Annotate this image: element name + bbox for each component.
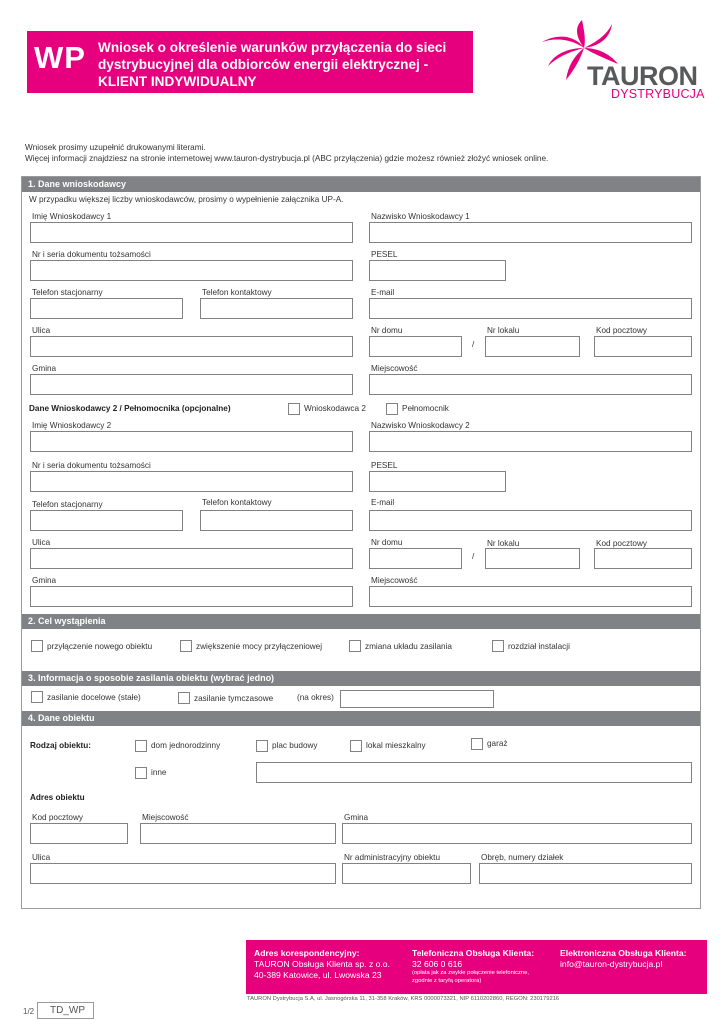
address-slash-2: / — [472, 552, 475, 561]
supply-period-label: (na okres) — [297, 693, 334, 702]
label-phone-fixed-2: Telefon stacjonarny — [32, 500, 103, 509]
section-2-header: 2. Cel wystąpienia — [22, 614, 700, 629]
label-phone-fixed-1: Telefon stacjonarny — [32, 288, 103, 297]
type-house-label: dom jednorodzinny — [151, 741, 221, 750]
object-address-title: Adres obiektu — [30, 793, 85, 802]
purpose-layout-label: zmiana układu zasilania — [365, 642, 452, 651]
label-object-street: Ulica — [32, 853, 51, 862]
type-site-label: plac budowy — [272, 741, 318, 750]
label-flat-no-1: Nr lokalu — [487, 326, 520, 335]
last-name-1-input[interactable] — [369, 222, 692, 243]
label-object-postal: Kod pocztowy — [32, 813, 83, 822]
label-object-municipality: Gmina — [344, 813, 369, 822]
page-number: 1/2 — [23, 1007, 35, 1016]
type-garage-checkbox[interactable] — [471, 738, 483, 750]
purpose-new-checkbox[interactable] — [31, 640, 43, 652]
type-garage-label: garaż — [487, 739, 508, 748]
type-other-checkbox[interactable] — [135, 767, 147, 779]
flat-no-2-input[interactable] — [485, 548, 580, 569]
applicant-2-checkbox[interactable] — [288, 403, 300, 415]
object-street-input[interactable] — [30, 863, 336, 884]
label-last-name-2: Nazwisko Wnioskodawcy 2 — [371, 421, 470, 430]
phone-fixed-1-input[interactable] — [30, 298, 183, 319]
purpose-new-label: przyłączenie nowego obiektu — [47, 642, 153, 651]
document-id: TD_WP — [37, 1002, 94, 1019]
footer-email: info@tauron-dystrybucja.pl — [560, 959, 663, 969]
municipality-1-input[interactable] — [30, 374, 353, 395]
section-1-note: W przypadku większej liczby wnioskodawców, prosimy o wypełnienie załącznika UP-A. — [29, 195, 344, 204]
applicant-2-option-label: Wnioskodawca 2 — [304, 404, 366, 413]
label-postal-1: Kod pocztowy — [596, 326, 647, 335]
label-municipality-2: Gmina — [32, 576, 57, 585]
type-other-input[interactable] — [256, 762, 692, 783]
city-1-input[interactable] — [369, 374, 692, 395]
object-admin-no-input[interactable] — [342, 863, 471, 884]
label-phone-contact-1: Telefon kontaktowy — [202, 288, 272, 297]
supply-permanent-label: zasilanie docelowe (stałe) — [47, 693, 141, 702]
flat-no-1-input[interactable] — [485, 336, 580, 357]
street-2-input[interactable] — [30, 548, 353, 569]
label-object-admin-no: Nr administracyjny obiektu — [344, 853, 441, 862]
object-postal-input[interactable] — [30, 823, 128, 844]
label-email-1: E-mail — [371, 288, 395, 297]
label-house-no-1: Nr domu — [371, 326, 403, 335]
first-name-1-input[interactable] — [30, 222, 353, 243]
section-1-header: 1. Dane wnioskodawcy — [22, 177, 700, 192]
label-flat-no-2: Nr lokalu — [487, 539, 520, 548]
email-1-input[interactable] — [369, 298, 692, 319]
label-id-doc-2: Nr i seria dokumentu tożsamości — [32, 461, 151, 470]
purpose-power-checkbox[interactable] — [180, 640, 192, 652]
label-first-name-2: Imię Wnioskodawcy 2 — [32, 421, 112, 430]
footer-address-line-1: TAURON Obsługa Klienta sp. z o.o. — [254, 959, 390, 969]
supply-permanent-checkbox[interactable] — [31, 691, 43, 703]
pesel-1-input[interactable] — [369, 260, 506, 281]
street-1-input[interactable] — [30, 336, 353, 357]
type-flat-checkbox[interactable] — [350, 740, 362, 752]
applicant-2-title: Dane Wnioskodawcy 2 / Pełnomocnika (opcjonalne) — [29, 404, 231, 413]
label-city-1: Miejscowość — [371, 364, 418, 373]
type-other-label: inne — [151, 768, 167, 777]
footer-phone-note-2: zgodnie z taryfą operatora) — [412, 978, 482, 984]
purpose-split-checkbox[interactable] — [492, 640, 504, 652]
email-2-input[interactable] — [369, 510, 692, 531]
purpose-layout-checkbox[interactable] — [349, 640, 361, 652]
footer-email-title: Elektroniczna Obsługa Klienta: — [560, 948, 687, 958]
page-title — [98, 39, 470, 90]
supply-temporary-label: zasilanie tymczasowe — [194, 694, 274, 703]
pesel-2-input[interactable] — [369, 471, 506, 492]
supply-temporary-checkbox[interactable] — [178, 692, 190, 704]
municipality-2-input[interactable] — [30, 586, 353, 607]
postal-2-input[interactable] — [594, 548, 692, 569]
last-name-2-input[interactable] — [369, 431, 692, 452]
supply-period-input[interactable] — [340, 690, 494, 708]
intro-line-2: Więcej informacji znajdziesz na stronie internetowej www.tauron-dystrybucja.pl (ABC przyłączenia) gdzie możesz również złożyć wniosek online. — [25, 154, 549, 163]
footer-phone-number: 32 606 0 616 — [412, 959, 463, 969]
title-line-1: Wniosek o określenie warunków przyłączenia do sieci — [98, 40, 447, 55]
purpose-power-label: zwiększenie mocy przyłączeniowej — [196, 642, 323, 651]
house-no-1-input[interactable] — [369, 336, 462, 357]
type-site-checkbox[interactable] — [256, 740, 268, 752]
proxy-option-label: Pełnomocnik — [402, 404, 449, 413]
phone-fixed-2-input[interactable] — [30, 510, 183, 531]
section-3-header: 3. Informacja o sposobie zasilania obiektu (wybrać jedno) — [22, 671, 700, 686]
purpose-split-label: rozdział instalacji — [508, 642, 570, 651]
logo-name: TAURON — [587, 61, 698, 91]
intro-line-1: Wniosek prosimy uzupełnić drukowanymi literami. — [25, 143, 206, 152]
label-id-doc-1: Nr i seria dokumentu tożsamości — [32, 250, 151, 259]
label-object-precinct: Obręb, numery działek — [481, 853, 564, 862]
object-precinct-input[interactable] — [479, 863, 692, 884]
label-phone-contact-2: Telefon kontaktowy — [202, 498, 272, 507]
first-name-2-input[interactable] — [30, 431, 353, 452]
footer-phone-note-1: (opłata jak za zwykłe połączenie telefoniczne, — [412, 970, 529, 976]
object-city-input[interactable] — [140, 823, 336, 844]
footer-address-line-2: 40-389 Katowice, ul. Lwowska 23 — [254, 970, 382, 980]
label-street-1: Ulica — [32, 326, 51, 335]
title-line-2: dystrybucyjnej dla odbiorców energii elektrycznej - — [98, 57, 429, 72]
city-2-input[interactable] — [369, 586, 692, 607]
logo-subtitle: DYSTRYBUCJA — [611, 87, 705, 101]
id-doc-2-input[interactable] — [30, 471, 353, 492]
label-municipality-1: Gmina — [32, 364, 57, 373]
type-flat-label: lokal mieszkalny — [366, 741, 426, 750]
label-postal-2: Kod pocztowy — [596, 539, 647, 548]
house-no-2-input[interactable] — [369, 548, 462, 569]
form-code-badge: WP — [34, 40, 86, 75]
postal-1-input[interactable] — [594, 336, 692, 357]
proxy-checkbox[interactable] — [386, 403, 398, 415]
section-4-header: 4. Dane obiektu — [22, 711, 700, 726]
type-house-checkbox[interactable] — [135, 740, 147, 752]
object-municipality-input[interactable] — [342, 823, 692, 844]
id-doc-1-input[interactable] — [30, 260, 353, 281]
footer-phone-title: Telefoniczna Obsługa Klienta: — [412, 948, 535, 958]
legal-info: TAURON Dystrybucja S.A, ul. Jasnogórska 11, 31-358 Kraków, KRS 0000073321, NIP 6110202860, REGON: 230179216 — [247, 996, 560, 1002]
object-type-label: Rodzaj obiektu: — [30, 741, 91, 750]
address-slash-1: / — [472, 340, 475, 349]
label-email-2: E-mail — [371, 498, 395, 507]
label-pesel-1: PESEL — [371, 250, 398, 259]
label-first-name-1: Imię Wnioskodawcy 1 — [32, 212, 112, 221]
label-pesel-2: PESEL — [371, 461, 398, 470]
label-house-no-2: Nr domu — [371, 538, 403, 547]
phone-contact-2-input[interactable] — [200, 510, 353, 531]
label-object-city: Miejscowość — [142, 813, 189, 822]
label-city-2: Miejscowość — [371, 576, 418, 585]
label-street-2: Ulica — [32, 538, 51, 547]
label-last-name-1: Nazwisko Wnioskodawcy 1 — [371, 212, 470, 221]
phone-contact-1-input[interactable] — [200, 298, 353, 319]
footer-address-title: Adres korespondencyjny: — [254, 948, 360, 958]
title-line-3: KLIENT INDYWIDUALNY — [98, 74, 257, 89]
